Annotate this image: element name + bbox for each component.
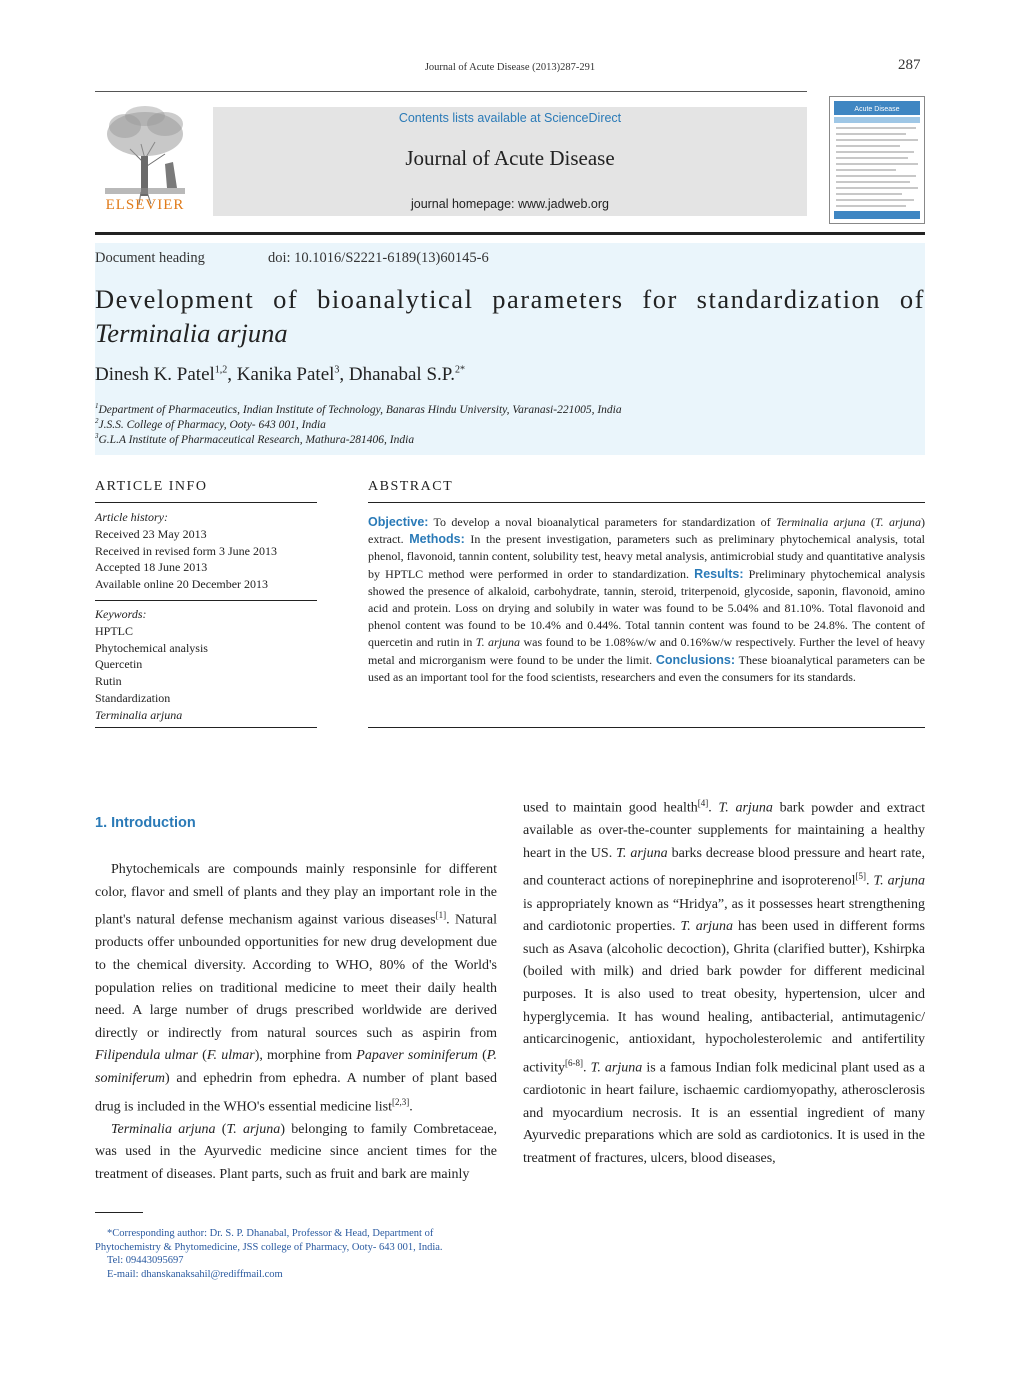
affiliation: [95, 417, 326, 431]
affiliation-number: 3: [95, 432, 99, 440]
body-text: used to maintain good health: [523, 800, 698, 816]
keywords-rule: [95, 600, 317, 601]
affiliation-text: Department of Pharmaceutics, Indian Institute of Technology, Banaras Hindu University, Varanasi-221005, India: [98, 403, 622, 416]
footnote-rule: [95, 1212, 143, 1213]
species-abbr: F. ulmar: [206, 1048, 255, 1064]
body-text: is: [523, 896, 533, 912]
body-text: (: [477, 1048, 487, 1064]
species-abbr: T. arjuna: [874, 515, 921, 529]
page-number: 287: [898, 57, 921, 73]
affiliation-text: J.S.S. College of Pharmacy, Ooty- 643 001, India: [98, 418, 326, 431]
section-heading-introduction: 1. Introduction: [95, 815, 196, 831]
author-name: Dinesh K. Patel: [95, 364, 215, 385]
species-name: Filipendula ulmar: [95, 1048, 198, 1064]
keyword: Quercetin: [95, 657, 143, 672]
body-text: has: [733, 919, 757, 935]
paragraph: [95, 859, 497, 1119]
affiliation: [95, 402, 622, 416]
author-separator: ,: [339, 364, 349, 385]
species-abbr: T. arjuna: [680, 919, 734, 935]
body-column-right: [523, 792, 925, 1170]
body-text: Phytochemicals are compounds mainly responsinle for different color, flavor and smell of plants and they play an important role in the plant's natural defense mechanism against various diseases: [95, 862, 497, 928]
body-text: is: [642, 1060, 656, 1076]
author-name: Kanika Patel: [236, 364, 335, 385]
species-abbr: T. arjuna: [718, 800, 773, 816]
paragraph: [95, 1119, 497, 1187]
corresponding-author-footnote: [95, 1227, 497, 1281]
abstract-text: (: [865, 515, 875, 529]
journal-name: Journal of Acute Disease: [405, 146, 615, 170]
cover-image-icon: [830, 97, 924, 223]
article-title: Development of bioanalytical parameters for standardization of: [95, 284, 925, 314]
svg-text:Acute Disease: Acute Disease: [854, 106, 900, 113]
history-item: Received in revised form 3 June 2013: [95, 543, 277, 558]
elsevier-tree-icon: [95, 104, 195, 214]
results-label: Results:: [694, 566, 744, 581]
header-thick-rule: [95, 232, 925, 235]
species-name: Papaver sominiferum: [356, 1048, 478, 1064]
body-text: ) and ephedrin from ephedra. A number of plant based drug is included in the WHO's essential medicine list: [95, 1071, 497, 1115]
article-info-heading: ARTICLE INFO: [95, 479, 208, 494]
affiliation: [95, 432, 414, 446]
doi-link[interactable]: doi: 10.1016/S2221-6189(13)60145-6: [268, 250, 489, 266]
contents-link[interactable]: Contents lists available at ScienceDirect: [398, 111, 622, 125]
keyword: Standardization: [95, 690, 171, 705]
document-heading: Document heading: [95, 250, 205, 266]
keywords-list: [95, 606, 208, 724]
body-text: ) belonging to family Combretaceae, was used in the Ayurvedic medicine since ancient times for the treatment of diseases. Plant parts, such as fruit and bark are mainly: [95, 1121, 497, 1183]
body-text: .: [865, 874, 874, 890]
abstract-text: was found to be 1.08%w/w and 0.16%w/w respectively. Further the level of heavy metal and microrganism were found to be under the limit.: [368, 635, 926, 667]
history-item: Available online 20 December 2013: [95, 577, 269, 592]
citation-link[interactable]: [6-8]: [565, 1057, 583, 1068]
abstract-text: Preliminary phytochemical analysis showed the presence of alkaloid, carbohydrate, tannin, steroid, triterpenoid, glycoside, saponin, flavonoid, amino acid and protein. Loss on drying and solubily in water was found to be 5.04% and 81.10%. Total flavonoid and phenol content was found to be 10.4% and 0.44%. Total tannin content was found to be 24.8%. The content of quercetin and rutin in: [368, 566, 925, 650]
species-abbr: T. arjuna: [873, 874, 925, 890]
abstract-rule: [368, 502, 925, 503]
article-history: [95, 509, 277, 593]
history-label: Article history:: [95, 510, 168, 524]
journal-homepage-link[interactable]: journal homepage: www.jadweb.org: [410, 197, 610, 211]
footnote-tel: Tel: 09443095697: [107, 1255, 184, 1267]
elsevier-logo: [95, 104, 195, 214]
abstract-text: In the present investigation, parameters such as preliminary phytochemical analysis, total phenol, flavonoid, tannin content, solubility test, heavy metal analysis, antimicrobial study and quantitative analysis by HPTLC method were performed in order to standardization.: [368, 532, 925, 581]
body-text: been used in different forms such as Asava (alcoholic decoction), Ghrita (clarified butter), Kshirpka (boiled with milk) and dried bark powder for different medicinal purposes. It is also used to treat obesity, hypertension, ulcer and hyperglycemia. It has wound healing, antibacterial, antimutagenic/ anticarcinogenic, antioxidant, hypocholesterolemic and antifertility activity: [523, 919, 925, 1076]
header-rule: [95, 91, 807, 92]
article-info-rule: [95, 502, 317, 503]
author-affiliation-marker: 2*: [454, 364, 465, 376]
keywords-label: Keywords:: [95, 607, 147, 621]
methods-label: Methods:: [409, 532, 465, 547]
keyword: HPTLC: [95, 623, 134, 638]
body-text: powder and extract available as over-the-counter supplements for maintaining a healthy heart in the US.: [523, 800, 925, 861]
body-text: . Natural products offer unbounded opportunities for new drug development due to the chemical diversity. According to WHO, 80% of the World's population relies on traditional medicine to meet their daily health need. A large number of drugs prescribed worldwide are derived directly or indirectly from natural sources such as aspirin from: [95, 912, 497, 1041]
abstract-heading: ABSTRACT: [368, 479, 454, 494]
article-info-bottom-rule: [95, 727, 317, 728]
affiliation-number: 2: [95, 417, 99, 425]
keyword: Phytochemical analysis: [95, 640, 208, 655]
citation-link[interactable]: [1]: [435, 910, 447, 921]
citation-link[interactable]: [4]: [697, 798, 709, 808]
species-name: Terminalia arjuna: [111, 1121, 216, 1137]
citation-link[interactable]: [2,3]: [392, 1096, 410, 1107]
running-head: Journal of Acute Disease (2013)287-291: [424, 62, 596, 73]
author-name: Dhanabal S.P.: [348, 364, 455, 385]
species-abbr: T. arjuna: [475, 635, 521, 650]
body-text: appropriately known as “Hridya”, as it possesses heart strengthening and cardiotonic properties.: [523, 896, 925, 935]
svg-text:ELSEVIER: ELSEVIER: [105, 197, 185, 213]
footnote-text: *Corresponding author: Dr. S. P. Dhanabal, Professor & Head, Department of Phytochemistry & Phytomedicine, JSS college of Pharmacy, Ooty- 643 001, India.: [95, 1228, 443, 1253]
journal-cover-thumbnail: [829, 96, 925, 224]
author-affiliation-marker: 1,2: [214, 364, 228, 376]
keyword: Terminalia arjuna: [95, 707, 183, 722]
body-text: bark: [772, 800, 805, 816]
keyword: Rutin: [95, 674, 122, 689]
paragraph-continued: [523, 792, 925, 1170]
author-list: [95, 364, 465, 386]
species-abbr: T. arjuna: [590, 1060, 643, 1076]
citation-link[interactable]: [5]: [855, 871, 866, 882]
author-separator: ,: [227, 364, 237, 385]
abstract-body: [368, 514, 925, 686]
abstract-text: To develop a noval bioanalytical parameters for standardization of: [428, 515, 776, 529]
body-text: barks: [667, 845, 702, 861]
species-abbr: T. arjuna: [226, 1121, 281, 1137]
species-abbr: P. sominiferum: [95, 1048, 497, 1086]
abstract-text: These bioanalytical parameters can be used as an important tool for the food scientists, researchers and even the consumers for its standards.: [368, 652, 925, 684]
footnote-email[interactable]: E-mail: dhanskanaksahil@rediffmail.com: [107, 1268, 283, 1280]
article-title-species: Terminalia arjuna: [95, 318, 288, 348]
affiliation-text: G.L.A Institute of Pharmaceutical Research, Mathura-281406, India: [98, 433, 415, 446]
body-text: a famous Indian folk medicinal plant used as a cardiotonic in heart failure, ischaemic cardiomyopathy, atherosclerosis and myocardium necrosis. It is an essential ingredient of many Ayurvedic preparations which are sold as cardiotonics. It is used in the treatment of fractures, ulcers, blood diseases,: [523, 1060, 926, 1166]
author-affiliation-marker: 3: [334, 364, 340, 376]
body-text: (: [215, 1121, 227, 1137]
body-text: decrease blood pressure and heart rate, and counteract actions of norepinephrine and isoproterenol: [523, 845, 926, 890]
history-item: Received 23 May 2013: [95, 526, 207, 541]
body-text: .: [583, 1060, 591, 1076]
abstract-bottom-rule: [368, 727, 925, 728]
abstract-text: ) extract.: [368, 515, 925, 547]
body-text: .: [708, 800, 719, 816]
history-item: Accepted 18 June 2013: [95, 560, 208, 575]
conclusions-label: Conclusions:: [655, 652, 736, 667]
body-text: .: [409, 1099, 413, 1115]
species-abbr: T. arjuna: [616, 845, 668, 861]
body-text: ), morphine from: [254, 1048, 357, 1064]
objective-label: Objective:: [368, 515, 429, 529]
body-text: (: [197, 1048, 207, 1064]
affiliation-number: 1: [95, 402, 99, 410]
species-name: Terminalia arjuna: [775, 515, 866, 529]
body-column-left: [95, 859, 497, 1187]
